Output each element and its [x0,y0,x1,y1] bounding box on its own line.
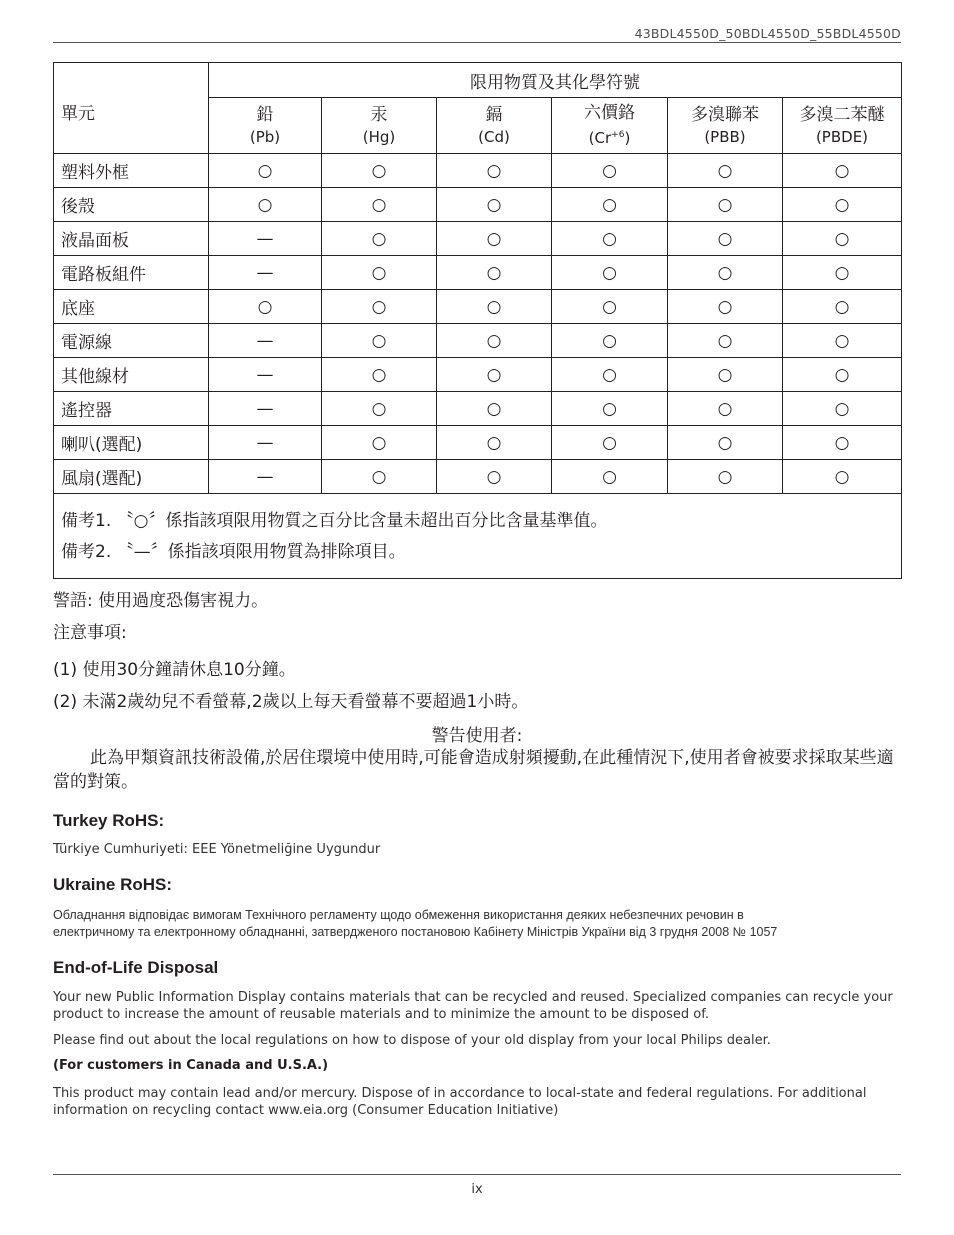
part-name: 風扇(選配) [54,460,209,494]
header-rule [53,42,901,43]
substance-mark: ○ [552,256,668,290]
column-header-pbb: 多溴聯苯 (PBB) [668,98,783,154]
substance-mark: ○ [552,188,668,222]
substance-mark: ○ [437,222,552,256]
substance-mark: ○ [783,256,902,290]
restricted-substances-table [53,62,902,579]
part-name: 喇叭(選配) [54,426,209,460]
substance-mark: ○ [322,460,437,494]
substance-mark: ○ [552,392,668,426]
user-warning-title: 警告使用者: [431,726,523,746]
substance-mark: ○ [783,188,902,222]
attention-item-2: (2) 未滿2歲幼兒不看螢幕,2歲以上每天看螢幕不要超過1小時。 [53,692,529,712]
substance-mark: — [209,460,322,494]
substance-mark: ○ [209,154,322,188]
substance-mark: ○ [783,290,902,324]
substance-mark: ○ [437,392,552,426]
substance-mark: ○ [552,460,668,494]
substance-mark: ○ [322,222,437,256]
table-row [54,188,902,222]
substance-mark: — [209,324,322,358]
substance-mark: — [209,256,322,290]
unit-header: 單元 [54,63,209,154]
substance-mark: ○ [322,256,437,290]
part-name: 液晶面板 [54,222,209,256]
substance-mark: ○ [668,426,783,460]
substance-mark: ○ [437,154,552,188]
eol-heading: End-of-Life Disposal [53,958,219,977]
substance-mark: ○ [668,154,783,188]
substance-mark: ○ [668,256,783,290]
substance-mark: ○ [668,324,783,358]
vision-warning: 警語: 使用過度恐傷害視力。 [53,591,269,611]
column-header-pbde: 多溴二苯醚 (PBDE) [783,98,902,154]
part-name: 電源線 [54,324,209,358]
substances-title: 限用物質及其化學符號 [209,63,902,98]
substance-mark: ○ [668,188,783,222]
table-notes [54,494,902,579]
substance-mark: ○ [783,324,902,358]
model-header: 43BDL4550D_50BDL4550D_55BDL4550D [634,26,901,41]
substance-mark: ○ [783,222,902,256]
attention-label: 注意事項: [53,623,127,643]
table-row [54,290,902,324]
substance-mark: — [209,426,322,460]
substance-mark: ○ [552,358,668,392]
substance-mark: ○ [552,290,668,324]
page-number: ix [471,1182,483,1197]
substance-mark: — [209,222,322,256]
note-2: 備考2. 〝—〞係指該項限用物質為排除項目。 [61,542,406,562]
substance-mark: ○ [668,392,783,426]
substance-mark: ○ [437,290,552,324]
substance-mark: ○ [209,188,322,222]
substance-mark: ○ [437,188,552,222]
column-header-cadmium: 鎘 (Cd) [437,98,552,154]
turkey-rohs-text: Türkiye Cumhuriyeti: EEE Yönetmeliğine Uygundur [53,842,381,857]
notes-row [54,494,902,579]
substance-mark: ○ [437,460,552,494]
substance-mark: ○ [322,324,437,358]
eol-canada-usa-label: (For customers in Canada and U.S.A.) [53,1058,329,1073]
substance-mark: ○ [783,426,902,460]
substance-mark: ○ [783,460,902,494]
substance-mark: ○ [322,426,437,460]
footer-rule [53,1174,901,1175]
attention-item-1: (1) 使用30分鐘請休息10分鐘。 [53,660,296,680]
table-row [54,324,902,358]
note-1: 備考1. 〝○〞係指該項限用物質之百分比含量未超出百分比含量基準值。 [61,511,608,531]
ukraine-rohs-heading: Ukraine RoHS: [53,875,173,894]
part-name: 後殼 [54,188,209,222]
substance-mark: ○ [783,154,902,188]
substance-mark: ○ [783,358,902,392]
column-header-lead: 鉛 (Pb) [209,98,322,154]
substance-mark: — [209,392,322,426]
column-header-chromium: 六價鉻 $(Cr^{+6})$ [552,98,668,154]
eol-paragraph-1: Your new Public Information Display contains materials that can be recycled and reused. Specialized companies can recycle your product to increase the amount of reusable materials and to minimize the amount to be disposed of. [53,990,893,1022]
part-name: 遙控器 [54,392,209,426]
substance-mark: ○ [668,358,783,392]
substance-mark: ○ [209,290,322,324]
table-row [54,256,902,290]
substance-mark: ○ [437,324,552,358]
table-row [54,392,902,426]
substance-mark: ○ [668,222,783,256]
substance-mark: ○ [668,290,783,324]
table-row [54,426,902,460]
substance-mark: ○ [668,460,783,494]
substance-mark: ○ [322,290,437,324]
substance-mark: ○ [322,392,437,426]
table-row [54,358,902,392]
substance-mark: ○ [783,392,902,426]
eol-paragraph-3: This product may contain lead and/or mercury. Dispose of in accordance to local-state and federal regulations. For additional information on recycling contact www.eia.org (Consumer Education Initiative) [53,1086,867,1118]
user-warning-text: 此為甲類資訊技術設備,於居住環境中使用時,可能會造成射頻擾動,在此種情況下,使用者會被要求採取某些適當的對策。 [53,748,894,792]
substance-mark: ○ [552,222,668,256]
turkey-rohs-heading: Turkey RoHS: [53,811,165,830]
substance-mark: ○ [437,426,552,460]
substance-mark: ○ [322,154,437,188]
substance-mark: ○ [552,324,668,358]
table-row [54,222,902,256]
substance-mark: ○ [552,426,668,460]
ukraine-rohs-text: Обладнання відповідає вимогам Технічного регламенту щодо обмеження використання деяких небезпечних речовин в електричному та електронному обладнанні, затвердженого постановою Кабінету Міністрів України від 3 грудня 2008 № 1057 [53,908,778,939]
substance-mark: ○ [437,358,552,392]
column-header-mercury: 汞 (Hg) [322,98,437,154]
table-row [54,154,902,188]
table-row [54,460,902,494]
table-header-row [54,63,902,98]
eol-paragraph-2: Please find out about the local regulations on how to dispose of your old display from your local Philips dealer. [53,1033,771,1048]
part-name: 塑料外框 [54,154,209,188]
substance-mark: — [209,358,322,392]
substance-mark: ○ [322,188,437,222]
part-name: 電路板組件 [54,256,209,290]
substance-mark: ○ [437,256,552,290]
part-name: 其他線材 [54,358,209,392]
substance-mark: ○ [322,358,437,392]
substance-mark: ○ [552,154,668,188]
part-name: 底座 [54,290,209,324]
